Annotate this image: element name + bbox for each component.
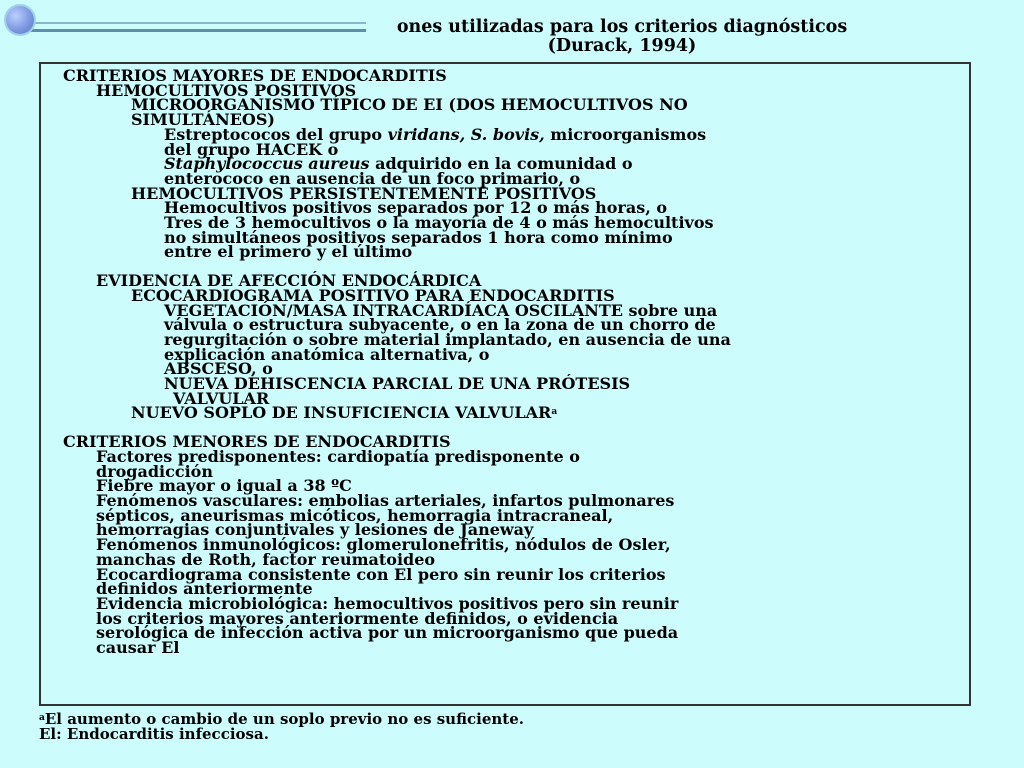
echo-consistent-line-1: Ecocardiograma consistente con El pero sin reunir los criterios <box>96 564 666 584</box>
streptococcus-prefix: Estreptococos del grupo <box>164 124 388 144</box>
endocardial-evidence-heading: EVIDENCIA DE AFECCIÓN ENDOCÁRDICA <box>96 271 482 291</box>
microbiologic-line-2: los criterios mayores anteriormente definidos, o evidencia <box>96 608 619 628</box>
new-murmur-text: NUEVO SOPLO DE INSUFICIENCIA VALVULAR <box>131 403 552 423</box>
predisposing-line-1: Factores predisponentes: cardiopatía predisponente o <box>96 446 580 466</box>
vegetation-line-1: VEGETACIÓN/MASA INTRACARDÍACA OSCILANTE sobre una <box>164 300 718 320</box>
immunologic-line-2: manchas de Roth, factor reumatoideo <box>96 549 436 569</box>
footnotes <box>39 712 939 742</box>
vegetation-line-2: válvula o estructura subyacente, o en la zona de un chorro de <box>164 315 716 335</box>
hemocultivos-heading: HEMOCULTIVOS POSITIVOS <box>96 80 357 100</box>
abscess-line: ABSCESO, o <box>164 359 273 379</box>
footnote-ei: El: Endocarditis infecciosa. <box>39 725 269 743</box>
dehiscence-line-2: VALVULAR <box>173 388 270 408</box>
predisposing-line-2: drogadicción <box>96 461 213 481</box>
persistent-line-4: entre el primero y el último <box>164 242 413 262</box>
typical-organism-line-1: MICROORGANISMO TÍPICO DE EI (DOS HEMOCULTIVOS NO <box>131 95 688 115</box>
hacek-line: del grupo HACEK o <box>164 139 339 159</box>
persistent-line-1: Hemocultivos positivos separados por 12 o más horas, o <box>164 198 668 218</box>
persistent-line-3: no simultáneos positivos separados 1 hora como mínimo <box>164 227 673 247</box>
staphylococcus-species: Staphylococcus aureus <box>164 154 370 174</box>
footnote-marker: a <box>551 407 558 418</box>
slide-bullet-icon <box>6 6 34 34</box>
title-line-1: ones utilizadas para los criterios diagnósticos <box>396 17 848 37</box>
microbiologic-line-1: Evidencia microbiológica: hemocultivos positivos pero sin reunir <box>96 593 679 613</box>
typical-organism-line-2: SIMULTÁNEOS) <box>131 110 275 130</box>
title-line-2: (Durack, 1994) <box>547 36 697 56</box>
persistent-line-2: Tres de 3 hemocultivos o la mayoría de 4 o más hemocultivos <box>164 213 714 233</box>
criteria-content <box>63 66 963 658</box>
persistent-heading: HEMOCULTIVOS PERSISTENTEMENTE POSITIVOS <box>131 183 597 203</box>
microbiologic-line-4: causar El <box>96 638 180 658</box>
vegetation-line-4: explicación anatómica alternativa, o <box>164 344 490 364</box>
immunologic-line-1: Fenómenos inmunológicos: glomerulonefritis, nódulos de Osler, <box>96 535 671 555</box>
streptococcus-suffix: microorganismos <box>544 124 707 144</box>
minor-criteria-heading: CRITERIOS MENORES DE ENDOCARDITIS <box>63 432 451 452</box>
echo-consistent-line-2: definidos anteriormente <box>96 579 313 599</box>
enterococcus-line: enterococo en ausencia de un foco primario, o <box>164 168 581 188</box>
footnote-a-marker: a <box>39 713 45 723</box>
vascular-line-3: hemorragias conjuntivales y lesiones de Janeway <box>96 520 534 540</box>
microbiologic-line-3: serológica de infección activa por un microorganismo que pueda <box>96 623 679 643</box>
major-criteria-heading: CRITERIOS MAYORES DE ENDOCARDITIS <box>63 66 447 85</box>
echocardiogram-heading: ECOCARDIOGRAMA POSITIVO PARA ENDOCARDITIS <box>131 285 615 305</box>
vascular-line-1: Fenómenos vasculares: embolias arteriales, infartos pulmonares <box>96 490 675 510</box>
vegetation-line-3: regurgitación o sobre material implantado, en ausencia de una <box>164 329 731 349</box>
new-murmur-line <box>63 403 963 423</box>
vascular-line-2: sépticos, aneurismas micóticos, hemorragia intracraneal, <box>96 505 614 525</box>
streptococcus-species: viridans, S. bovis, <box>387 124 545 144</box>
fever-line: Fiebre mayor o igual a 38 ºC <box>96 476 352 496</box>
footnote-a-text: El aumento o cambio de un soplo previo no es suficiente. <box>44 710 524 728</box>
staphylococcus-suffix: adquirido en la comunidad o <box>369 154 633 174</box>
slide-header-bar <box>14 22 366 32</box>
dehiscence-line-1: NUEVA DEHISCENCIA PARCIAL DE UNA PRÓTESIS <box>164 374 631 394</box>
